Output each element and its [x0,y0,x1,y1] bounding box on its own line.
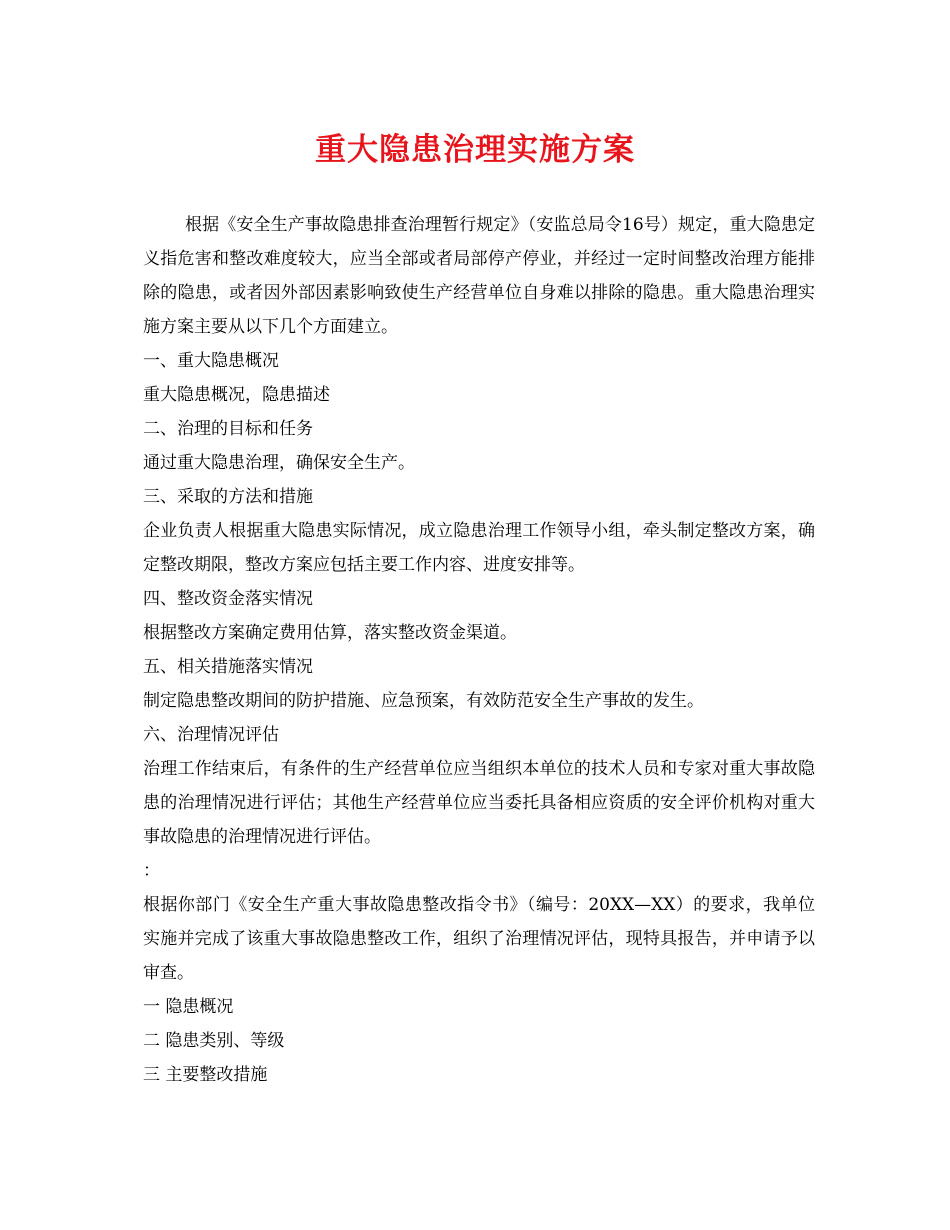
section-heading-5: 五、相关措施落实情况 [143,657,313,677]
section-heading-6: 六、治理情况评估 [143,725,279,745]
list-item-1: 一 隐患概况 [143,997,234,1017]
section-body-3: 企业负责人根据重大隐患实际情况，成立隐患治理工作领导小组，牵头制定整改方案，确定整改期限，整改方案应包括主要工作内容、进度安排等。 [143,521,815,575]
section-heading-3: 三、采取的方法和措施 [143,487,313,507]
section-body-4: 根据整改方案确定费用估算，落实整改资金渠道。 [143,623,517,643]
section-heading-2: 二、治理的目标和任务 [143,419,313,439]
list-item-2: 二 隐患类别、等级 [143,1031,285,1051]
section-heading-4: 四、整改资金落实情况 [143,589,313,609]
section-body-6: 治理工作结束后，有条件的生产经营单位应当组织本单位的技术人员和专家对重大事故隐患的治理情况进行评估；其他生产经营单位应当委托具备相应资质的安全评价机构对重大事故隐患的治理情况进行评估。 [143,759,815,847]
section-body-5: 制定隐患整改期间的防护措施、应急预案，有效防范安全生产事故的发生。 [143,691,704,711]
document-body [143,208,815,1092]
report-paragraph: 根据你部门《安全生产重大事故隐患整改指令书》（编号：20XX—XX）的要求，我单位实施并完成了该重大事故隐患整改工作，组织了治理情况评估，现特具报告，并申请予以审查。 [143,895,815,983]
section-heading-1: 一、重大隐患概况 [143,351,279,371]
intro-paragraph: 根据《安全生产事故隐患排查治理暂行规定》（安监总局令16号）规定，重大隐患定义指危害和整改难度较大，应当全部或者局部停产停业，并经过一定时间整改治理方能排除的隐患，或者因外部因素影响致使生产经营单位自身难以排除的隐患。重大隐患治理实施方案主要从以下几个方面建立。 [143,215,815,337]
section-body-2: 通过重大隐患治理，确保安全生产。 [143,453,415,473]
section-body-1: 重大隐患概况，隐患描述 [143,385,330,405]
list-item-3: 三 主要整改措施 [143,1065,268,1085]
colon-line: ： [143,861,160,881]
document-title: 重大隐患治理实施方案 [315,132,635,168]
